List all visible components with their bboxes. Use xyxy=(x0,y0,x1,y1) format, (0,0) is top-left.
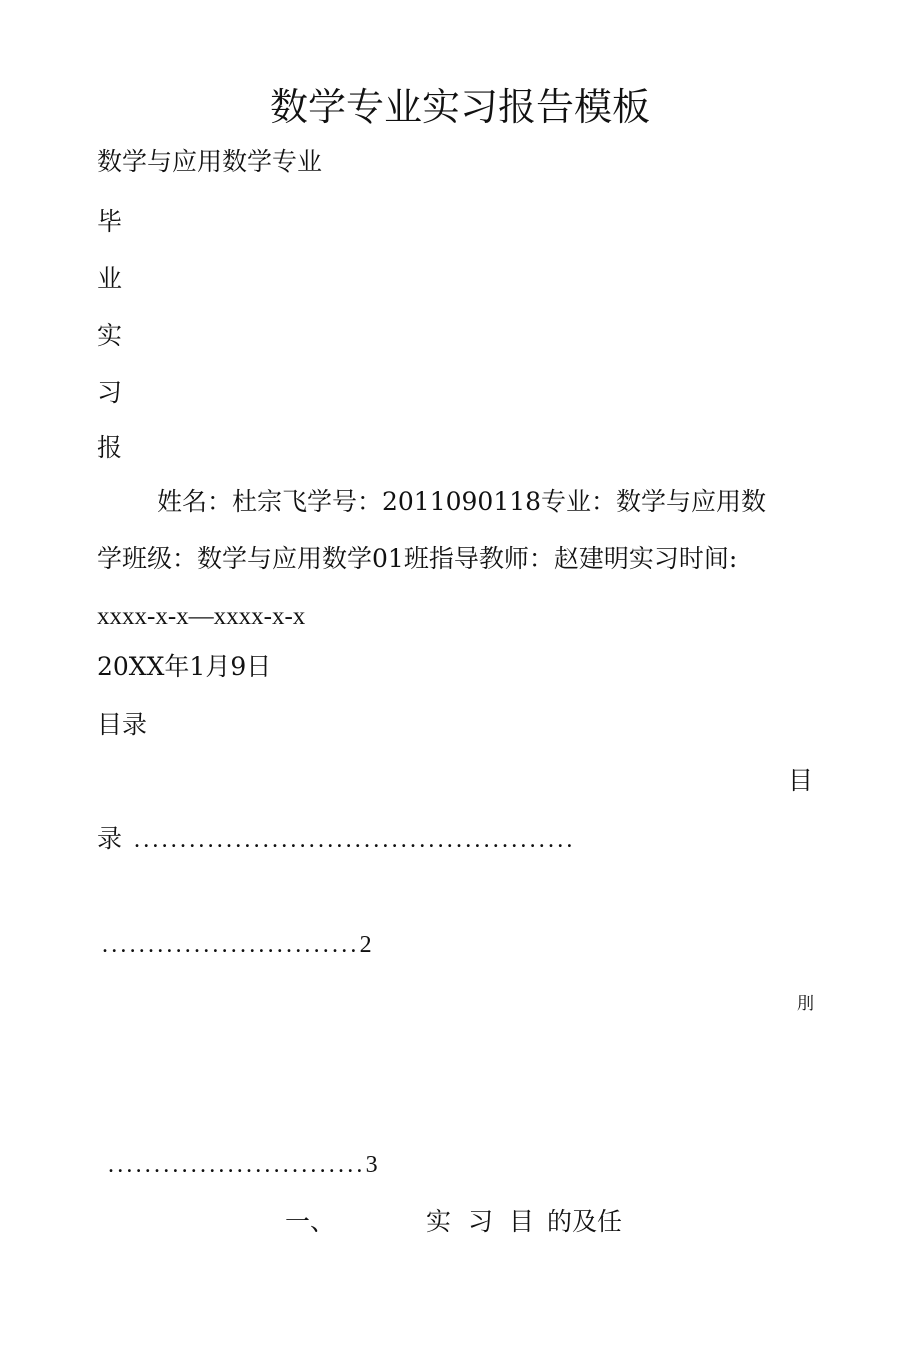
vertical-heading-char-3: 实 xyxy=(97,321,123,350)
document-title: 数学专业实习报告模板 xyxy=(269,85,650,129)
section-1-title-char-2: 习 xyxy=(468,1207,494,1236)
vertical-heading-char-4: 习 xyxy=(97,378,123,407)
vertical-heading-char-1: 毕 xyxy=(97,207,123,236)
student-info-line-1: 姓名：杜宗飞学号：2011090118专业：数学与应用数 xyxy=(157,487,767,516)
report-date: 20XX年1月9日 xyxy=(97,652,272,681)
internship-period: xxxx-x-x—xxxx-x-x xyxy=(97,603,306,630)
toc-entry-1-label-part1: 目 xyxy=(788,766,814,795)
vertical-heading-char-5: 报 xyxy=(97,433,123,462)
toc-entry-1-leader-2: ............................2 xyxy=(102,932,375,958)
section-1-title-char-4: 的及任 xyxy=(547,1207,623,1236)
major-subtitle: 数学与应用数学专业 xyxy=(97,147,323,176)
student-info-line-2: 学班级：数学与应用数学01班指导教师：赵建明实习时间: xyxy=(97,544,738,573)
toc-entry-1-leader-1: ................................................ xyxy=(134,827,576,853)
section-1-number: 一、 xyxy=(285,1207,336,1236)
toc-entry-2-leader: ............................3 xyxy=(108,1152,381,1178)
toc-entry-1-label-part2: 录 xyxy=(97,824,123,853)
vertical-heading-char-2: 业 xyxy=(97,264,123,293)
toc-heading: 目录 xyxy=(97,710,148,739)
toc-entry-2-label: 刖 xyxy=(797,994,814,1014)
section-1-title-char-1: 实 xyxy=(426,1207,452,1236)
section-1-title-char-3: 目 xyxy=(509,1207,535,1236)
